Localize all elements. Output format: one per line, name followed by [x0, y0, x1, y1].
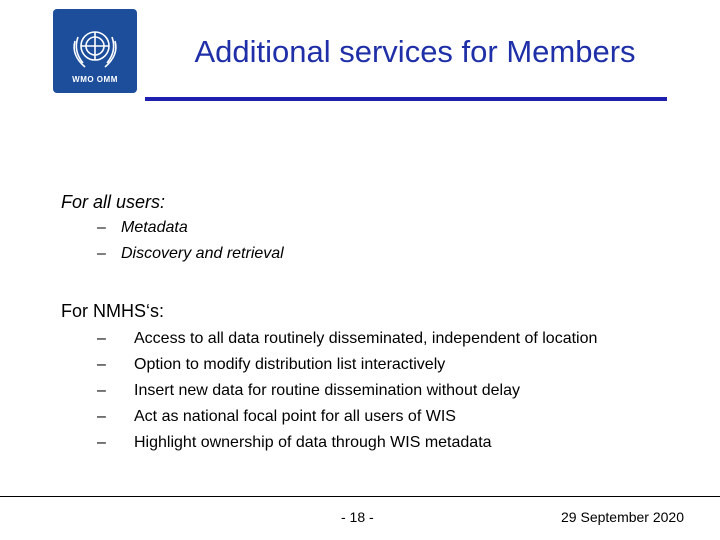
section-heading-nmhs: For NMHS‘s: [61, 301, 164, 321]
page-title: Additional services for Members [194, 34, 636, 69]
logo-label: WMO OMM [72, 75, 118, 84]
wmo-logo [53, 9, 137, 93]
page-number: - 18 - [341, 509, 374, 525]
title-underline [145, 97, 667, 101]
footer-date: 29 September 2020 [561, 509, 684, 525]
footer-divider [0, 496, 720, 497]
section-heading-all-users: For all users: [61, 192, 166, 212]
